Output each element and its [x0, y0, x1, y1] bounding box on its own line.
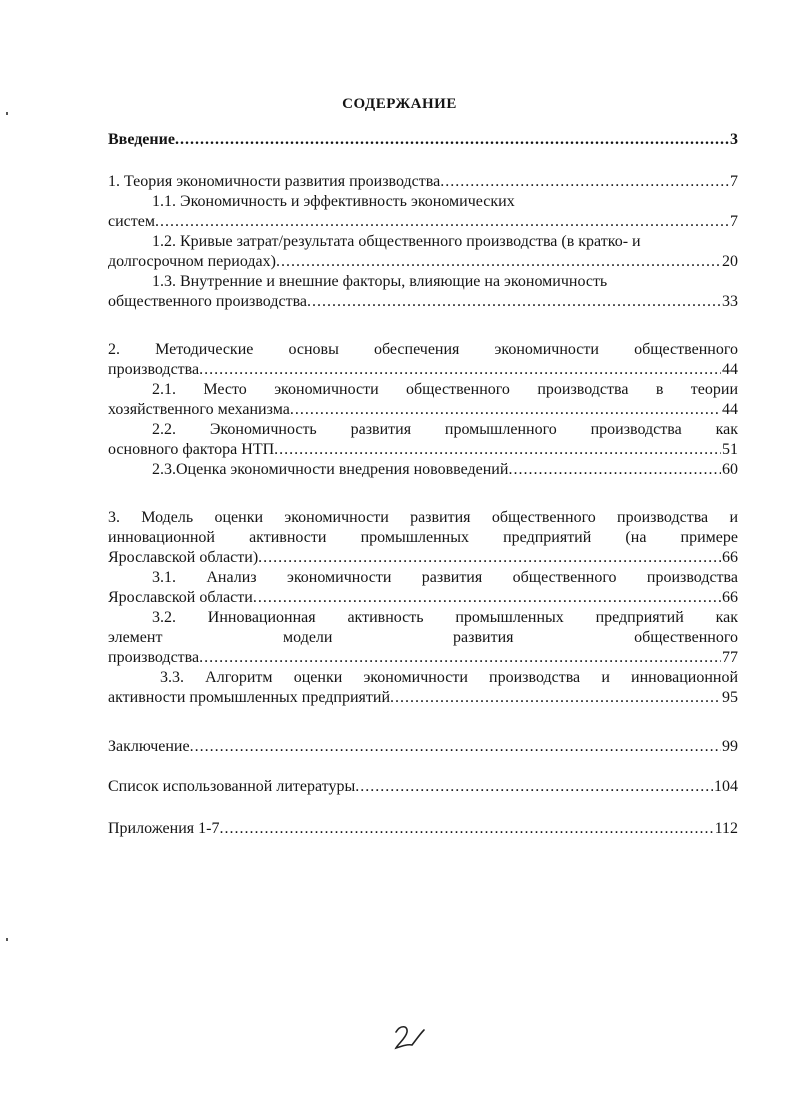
toc-ch3-s2-line3: производства [108, 649, 200, 666]
toc-conclusion-page: 99 [722, 738, 738, 755]
toc-ch3-s2-line1: 3.2. Инновационная активность промышленных предприятий как [152, 609, 738, 626]
leader-dots [155, 212, 729, 232]
toc-ch3-s1-line1: 3.1. Анализ экономичности развития общественного производства [152, 569, 738, 586]
leader-dots [258, 548, 721, 568]
toc-appendix-page: 112 [714, 820, 738, 837]
scan-speck [6, 112, 8, 115]
toc-chapter-1 [108, 172, 738, 312]
leader-dots [290, 400, 721, 420]
toc-ch3-s1-line2: Ярославской области [108, 589, 253, 606]
toc-ch3-line3: Ярославской области) [108, 549, 259, 566]
toc-ch2-s3-label: 2.3.Оценка экономичности внедрения нововведений [152, 461, 509, 478]
toc-ch2-s2-line2: основного фактора НТП [108, 441, 275, 458]
toc-ch1-label: 1. Теория экономичности развития производства [108, 173, 441, 190]
toc-chapter-2 [108, 340, 738, 480]
toc-conclusion-label: Заключение [108, 738, 190, 755]
toc-ch3-s3-line1: 3.3. Алгоритм оценки экономичности производства и инновационной [160, 669, 738, 686]
leader-dots [274, 440, 721, 460]
toc-ch3-s3-page: 95 [722, 689, 738, 706]
toc-chapter-3 [108, 508, 738, 708]
toc-ch2-s2-page: 51 [722, 441, 738, 458]
toc-intro-label: Введение [108, 131, 175, 148]
toc-ch2-s1-line1: 2.1. Место экономичности общественного производства в теории [152, 381, 738, 398]
toc-ch3-s2-line2: элемент модели развития общественного [108, 629, 738, 646]
toc-ch1-s3-line1: 1.3. Внутренние и внешние факторы, влияющие на экономичность [152, 273, 608, 290]
toc-ch1-s1-line1: 1.1. Экономичность и эффективность экономических [152, 193, 515, 210]
leader-dots [508, 460, 721, 480]
handwritten-page-number-icon [392, 1022, 432, 1052]
toc-ch1-s2-line2: долгосрочном периодах) [108, 253, 276, 270]
leader-dots [276, 252, 721, 272]
toc-ch3-s2-page: 77 [722, 649, 738, 666]
leader-dots [440, 172, 729, 192]
toc-ch1-s3-page: 33 [722, 293, 738, 310]
toc-ch3-s3-line2: активности промышленных предприятий [108, 689, 390, 706]
leader-dots [355, 777, 713, 797]
leader-dots [390, 688, 721, 708]
toc-ch1-s2-line1: 1.2. Кривые затрат/результата общественного производства (в кратко- и [152, 233, 641, 250]
toc-references-page: 104 [714, 778, 738, 795]
toc-ch2-s1-line2: хозяйственного механизма [108, 401, 290, 418]
toc-references [108, 777, 738, 797]
leader-dots [199, 360, 721, 380]
toc-ch2-s1-page: 44 [722, 401, 738, 418]
toc-ch3-page: 66 [722, 549, 738, 566]
toc-ch3-s1-page: 66 [722, 589, 738, 606]
toc-ch1-s1-page: 7 [730, 213, 738, 230]
toc-conclusion [108, 737, 738, 757]
scan-speck [6, 938, 8, 941]
toc-ch1-s1-line2: систем [108, 213, 155, 230]
toc-intro [108, 130, 738, 150]
toc-ch2-line1: 2. Методические основы обеспечения экономичности общественного [108, 341, 738, 358]
toc-ch2-line2: производства [108, 361, 200, 378]
leader-dots [190, 737, 721, 757]
page-title: СОДЕРЖАНИЕ [342, 96, 457, 112]
toc-ch2-s3-page: 60 [722, 461, 738, 478]
toc-ch2-s2-line1: 2.2. Экономичность развития промышленного производства как [152, 421, 738, 438]
leader-dots [253, 588, 721, 608]
toc-ch3-line1: 3. Модель оценки экономичности развития общественного производства и [108, 509, 738, 526]
toc-appendix [108, 819, 738, 839]
leader-dots [307, 292, 721, 312]
toc-ch3-line2: инновационной активности промышленных предприятий (на примере [108, 529, 738, 546]
toc-references-label: Список использованной литературы [108, 778, 356, 795]
toc-intro-page: 3 [730, 131, 738, 148]
leader-dots [175, 130, 729, 150]
leader-dots [219, 819, 713, 839]
toc-appendix-label: Приложения 1-7 [108, 820, 220, 837]
toc-ch1-s3-line2: общественного производства [108, 293, 308, 310]
toc-ch1-page: 7 [730, 173, 738, 190]
leader-dots [199, 648, 721, 668]
toc-ch2-page: 44 [722, 361, 738, 378]
toc-ch1-s2-page: 20 [722, 253, 738, 270]
